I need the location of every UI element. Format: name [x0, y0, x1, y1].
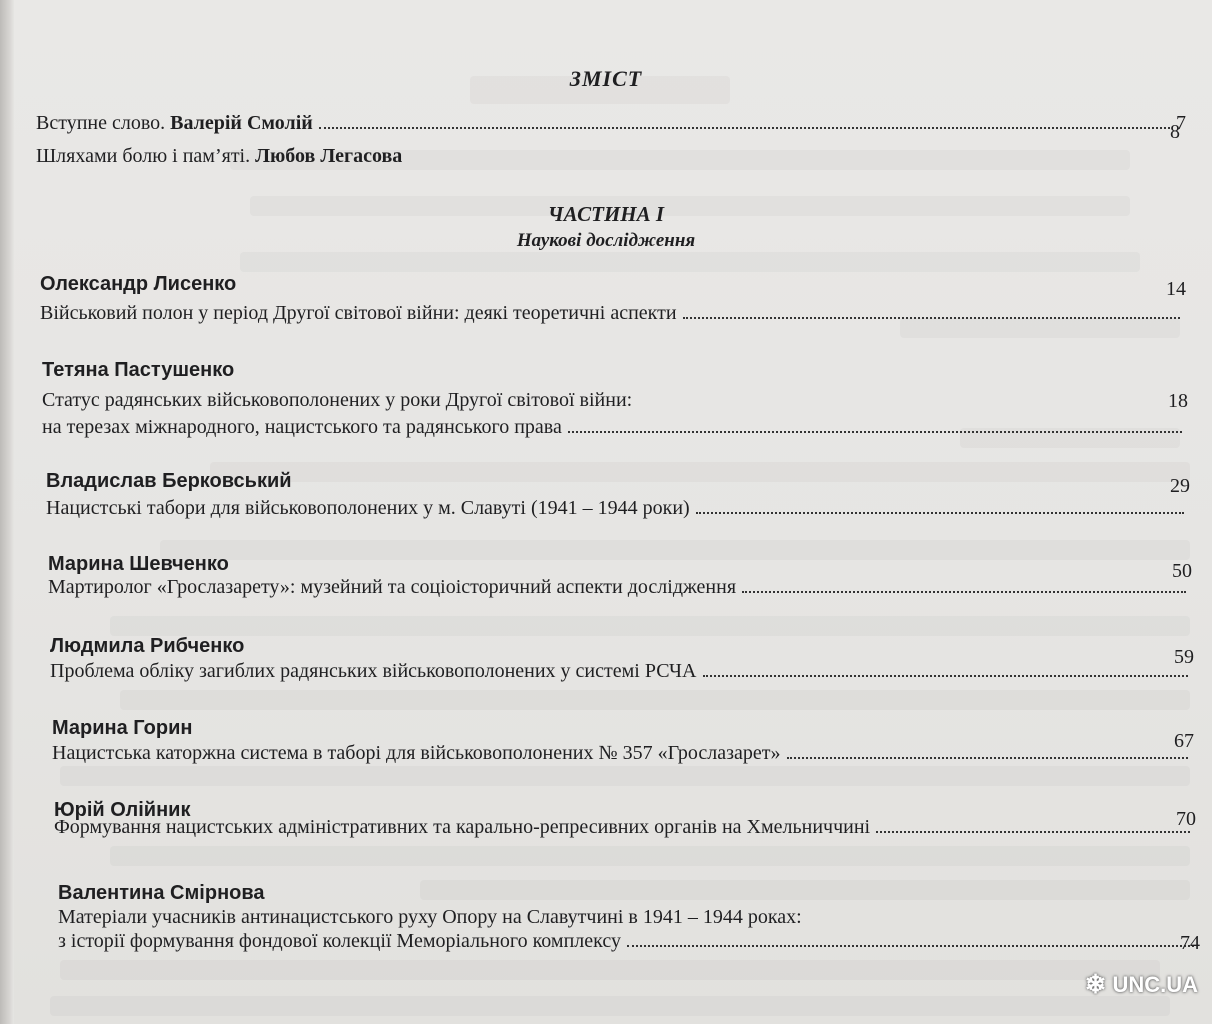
toc-entry-intro[interactable]	[36, 110, 1186, 136]
leader-dots	[787, 757, 1188, 759]
leader-dots	[568, 431, 1182, 433]
entry-title: Проблема обліку загиблих радянських військовополонених у системі РСЧА	[50, 660, 697, 682]
entry-title: Формування нацистських адміністративних та карально-репресивних органів на Хмельниччині	[54, 816, 871, 838]
page-number: 59	[1174, 646, 1194, 668]
article-author: Владислав Берковський	[46, 470, 292, 492]
page-number: 18	[1168, 390, 1188, 412]
page-number: 50	[1172, 560, 1192, 582]
page-number: 74	[1180, 932, 1200, 954]
article-author: Валентина Смірнова	[58, 882, 265, 904]
entry-title: Нацистські табори для військовополонених у м. Славуті (1941 – 1944 роки)	[46, 497, 690, 519]
entry-text: Вступне слово.	[36, 112, 171, 134]
article-author: Марина Шевченко	[48, 553, 229, 575]
article-author: Марина Горин	[52, 717, 193, 739]
leader-dots	[319, 127, 1170, 129]
part-title: ЧАСТИНА І	[547, 202, 665, 226]
part-subtitle: Наукові дослідження	[516, 230, 696, 251]
entry-title-line1: Матеріали учасників антинацистського руху Опору на Славутчині в 1941 – 1944 роках:	[58, 906, 802, 928]
entry-title-line2: з історії формування фондової колекції Меморіального комплексу	[58, 930, 621, 952]
page-number: 67	[1174, 730, 1194, 752]
watermark-text: UNC.UA	[1112, 971, 1198, 997]
toc-entry[interactable]	[52, 730, 1194, 766]
page-number: 8	[1170, 121, 1180, 143]
entry-title: Нацистська каторжна система в таборі для військовополонених № 357 «Грослазарет»	[52, 742, 781, 764]
entry-title: Мартиролог «Грослазарету»: музейний та соціоісторичний аспекти дослідження	[48, 576, 737, 598]
page-number: 29	[1170, 475, 1190, 497]
article-author: Юрій Олійник	[54, 799, 191, 821]
page-number: 14	[1166, 278, 1186, 300]
leader-dots	[696, 512, 1184, 514]
leader-dots	[627, 945, 1194, 947]
entry-author: Любов Легасова	[255, 145, 403, 167]
toc-entry[interactable]	[58, 928, 1200, 954]
entry-text: Шляхами болю і пам’яті.	[36, 145, 256, 167]
toc-title: ЗМІСТ	[569, 66, 643, 91]
page-number: 7	[1176, 112, 1186, 134]
entry-title-line2: на терезах міжнародного, нацистського та радянського права	[42, 416, 562, 438]
article-author: Олександр Лисенко	[40, 273, 237, 295]
leader-dots	[683, 317, 1180, 319]
snowflake-icon: ❄	[1084, 969, 1107, 999]
leader-dots	[876, 831, 1190, 833]
watermark	[1085, 969, 1198, 1000]
entry-title-line1: Статус радянських військовополонених у роки Другої світової війни:	[42, 389, 633, 411]
page-number: 70	[1176, 808, 1196, 830]
entry-author: Валерій Смолій	[170, 112, 313, 134]
article-author: Тетяна Пастушенко	[42, 359, 235, 381]
article-author: Людмила Рибченко	[50, 635, 245, 657]
leader-dots	[703, 675, 1189, 677]
leader-dots	[742, 591, 1186, 593]
entry-title: Військовий полон у період Другої світової війни: деякі теоретичні аспекти	[40, 302, 677, 324]
